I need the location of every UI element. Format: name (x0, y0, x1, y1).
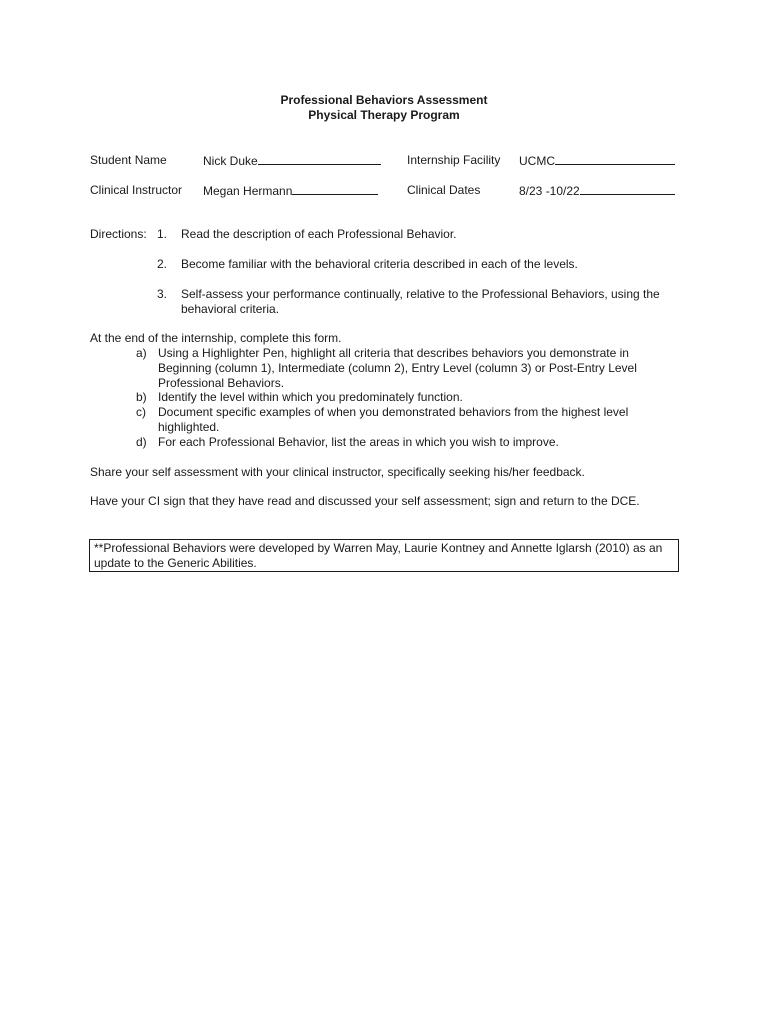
sign-instruction: Have your CI sign that they have read and discussed your self assessment; sign and return to the DCE. (90, 494, 640, 508)
instruction-item: Identify the level within which you predominately function. (158, 390, 463, 404)
attribution-note: **Professional Behaviors were developed by Warren May, Laurie Kontney and Annette Iglarsh (2010) as an update to the Generic Abilities. (89, 539, 679, 572)
internship-facility-field[interactable] (519, 153, 675, 169)
title-line-2: Physical Therapy Program (308, 108, 460, 122)
student-name-field[interactable] (203, 153, 381, 169)
clinical-instructor-value: Megan Hermann (203, 184, 293, 198)
instruction-letter: b) (136, 390, 147, 404)
clinical-dates-label: Clinical Dates (407, 183, 481, 197)
internship-facility-underline (555, 153, 675, 165)
document-title (0, 93, 768, 123)
clinical-dates-value: 8/23 -10/22 (519, 184, 580, 198)
title-line-1: Professional Behaviors Assessment (280, 93, 488, 107)
clinical-dates-underline (580, 183, 675, 195)
direction-item: Become familiar with the behavioral criteria described in each of the levels. (181, 257, 578, 271)
share-instruction: Share your self assessment with your clinical instructor, specifically seeking his/her feedback. (90, 465, 585, 479)
clinical-instructor-underline (292, 183, 378, 195)
direction-number: 2. (157, 257, 168, 271)
instruction-item: Using a Highlighter Pen, highlight all criteria that describes behaviors you demonstrate in Beginning (column 1), Intermediate (column 2), Entry Level (column 3) or Post-Entry Level Professional Behaviors. (158, 346, 637, 390)
student-name-underline (258, 153, 381, 165)
instruction-item: For each Professional Behavior, list the areas in which you wish to improve. (158, 435, 559, 449)
instruction-letter: a) (136, 346, 147, 360)
clinical-instructor-field[interactable] (203, 183, 378, 199)
instruction-letter: d) (136, 435, 147, 449)
student-name-label: Student Name (90, 153, 167, 167)
clinical-dates-field[interactable] (519, 183, 675, 199)
direction-item: Read the description of each Professional Behavior. (181, 227, 457, 241)
clinical-instructor-label: Clinical Instructor (90, 183, 183, 197)
instruction-letter: c) (136, 405, 146, 419)
internship-facility-value: UCMC (519, 154, 555, 168)
directions-label: Directions: (90, 227, 147, 241)
direction-item: Self-assess your performance continually, relative to the Professional Behaviors, using the behavioral criteria. (181, 287, 660, 316)
direction-number: 3. (157, 287, 168, 301)
internship-facility-label: Internship Facility (407, 153, 501, 167)
end-section-intro: At the end of the internship, complete this form. (90, 331, 342, 345)
instruction-item: Document specific examples of when you demonstrated behaviors from the highest level highlighted. (158, 405, 629, 434)
direction-number: 1. (157, 227, 168, 241)
student-name-value: Nick Duke (203, 154, 258, 168)
